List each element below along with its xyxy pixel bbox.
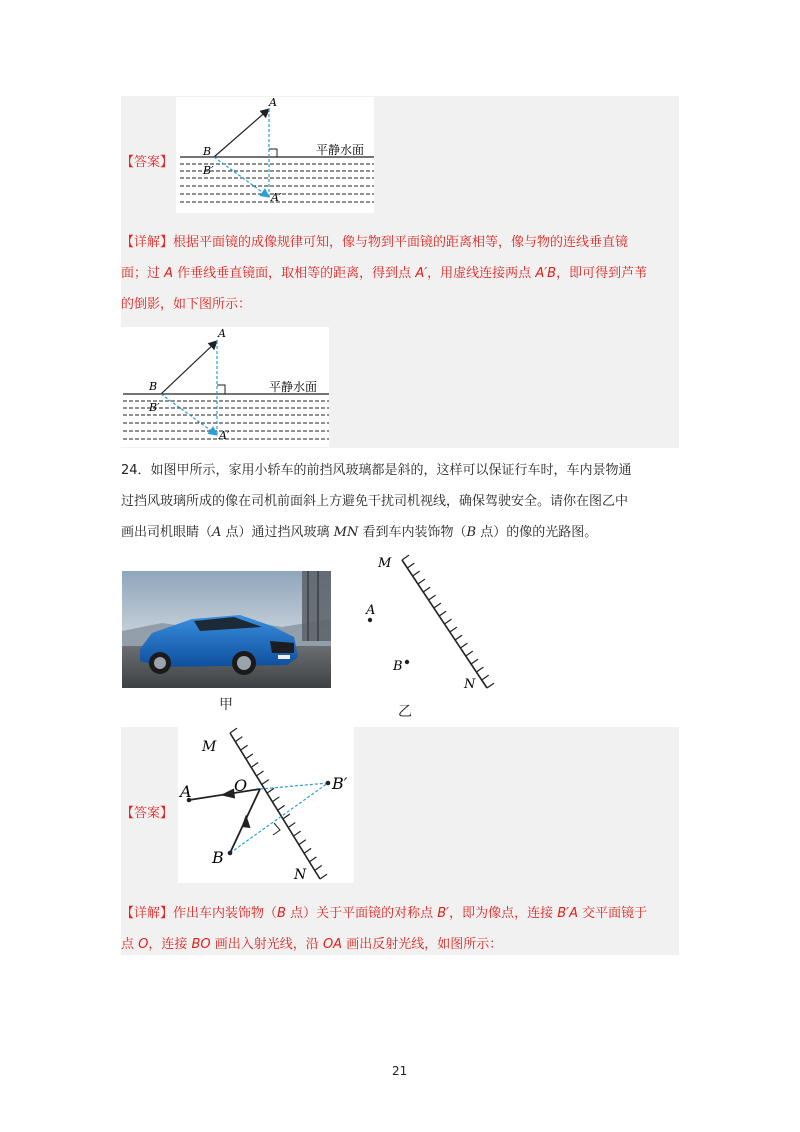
detail-tag-2: 【详解】: [121, 906, 174, 921]
detail2-line1a: 作出车内装饰物（: [173, 906, 278, 921]
q24-mirror-MN: MN: [333, 525, 359, 540]
hatch-mark: [246, 754, 253, 759]
hatch-mark: [402, 555, 409, 560]
label-O: O: [234, 776, 248, 795]
hatch-mark: [423, 587, 430, 592]
detail2-line2b: ，连接: [148, 937, 192, 952]
label-A-prime: A′: [271, 191, 282, 204]
detail2-segment-OA: OA: [322, 937, 343, 952]
detail-paragraph-1: [121, 227, 679, 320]
hatch-mark: [272, 797, 279, 802]
page-number: 21: [392, 1064, 408, 1078]
point-A: [368, 618, 372, 622]
hatch-mark: [309, 857, 316, 862]
detail2-line2a: 点: [121, 937, 139, 952]
hatch-mark: [230, 728, 237, 733]
label-A: A: [366, 603, 376, 618]
hatch-mark: [487, 683, 494, 688]
detail-figure-1: [121, 327, 329, 447]
hatch-mark: [267, 788, 274, 793]
detail2-line1d: 交平面镜于: [578, 906, 648, 921]
car-photo-illustration: [122, 571, 331, 688]
right-angle-mark: [273, 823, 280, 835]
light-path-diagram: [178, 727, 354, 883]
hatch-mark: [288, 823, 295, 828]
hatch-mark: [299, 840, 306, 845]
dashed-O-to-Bprime: [260, 783, 328, 789]
label-water-surface: 平静水面: [316, 143, 365, 157]
label-A: A: [218, 327, 226, 340]
detail-paragraph-2: [121, 898, 679, 960]
label-B-prime: B′: [149, 401, 160, 414]
detail2-line2d: 画出反射光线，如图所示：: [342, 937, 503, 952]
label-B: B: [149, 380, 158, 393]
hatch-mark: [278, 805, 285, 810]
label-B-prime: B′: [332, 774, 348, 793]
hatch-mark: [439, 611, 446, 616]
hatch-mark: [455, 635, 462, 640]
hatch-mark: [418, 579, 425, 584]
hatch-mark: [450, 627, 457, 632]
label-B: B: [212, 848, 224, 867]
label-N: N: [294, 867, 307, 883]
detail1-point-A: A: [164, 266, 174, 281]
caption-yi: 乙: [398, 704, 412, 720]
mirror-hatching: [402, 555, 494, 688]
answer-tag-1: 【答案】: [121, 155, 174, 170]
detail1-line1: 根据平面镜的成像规律可知，像与物到平面镜的距离相等，像与物的连线垂直镜: [173, 235, 629, 250]
hatch-mark: [251, 762, 258, 767]
detail1-line2c: ，用虚线连接两点: [427, 266, 536, 281]
hatch-mark: [241, 745, 248, 750]
label-A: A: [269, 97, 277, 109]
detail2-line1c: ，即为像点，连接: [449, 906, 558, 921]
question-24: [121, 455, 691, 548]
hatch-mark: [471, 659, 478, 664]
detail1-line3: 的倒影，如下图所示：: [121, 297, 252, 312]
reflection-diagram-2: [121, 327, 329, 447]
hatch-mark: [304, 848, 311, 853]
hatch-mark: [256, 771, 263, 776]
right-angle-mark: [269, 149, 277, 157]
detail-tag-1: 【详解】: [121, 235, 174, 250]
car-photo: [122, 571, 331, 688]
hatch-mark: [320, 874, 327, 879]
label-A-prime: A′: [219, 429, 230, 442]
detail2-line1b: 点）关于平面镜的对称点: [285, 906, 438, 921]
answer-tag-2: 【答案】: [121, 806, 174, 821]
label-N: N: [464, 677, 476, 692]
label-water-surface: 平静水面: [269, 380, 318, 394]
hatch-mark: [466, 651, 473, 656]
hatch-mark: [460, 643, 467, 648]
reflection-diagram-1: [176, 97, 374, 213]
answer-figure-2: [178, 727, 354, 883]
label-M: M: [202, 739, 217, 755]
label-B: B: [393, 659, 403, 674]
hatch-mark: [476, 667, 483, 672]
mirror-diagram-question: [360, 548, 500, 698]
hatch-mark: [262, 780, 269, 785]
detail1-segment-ApB: A′B: [535, 266, 557, 281]
right-angle-mark: [217, 385, 225, 394]
detail1-point-Aprime: A′: [415, 266, 428, 281]
hatch-mark: [413, 571, 420, 576]
label-B-prime: B′: [203, 164, 214, 177]
label-M: M: [378, 556, 392, 571]
point-B: [228, 851, 233, 856]
mirror-line: [230, 733, 320, 879]
detail2-point-Bprime: B′: [437, 906, 450, 921]
incident-arrowhead: [242, 816, 250, 828]
q24-line3b: 点）通过挡风玻璃: [221, 525, 334, 540]
reed-arrow: [214, 109, 269, 157]
answer-figure-1: [176, 97, 374, 213]
hatch-mark: [434, 603, 441, 608]
detail2-point-B: B: [277, 906, 286, 921]
point-B-prime: [326, 781, 331, 786]
q24-point-A: A: [212, 525, 222, 540]
reed-arrow: [161, 341, 217, 394]
point-B: [405, 660, 409, 664]
label-B: B: [203, 145, 212, 158]
detail1-line2d: ，即可得到芦苇: [556, 266, 648, 281]
detail2-line2c: 画出入射光线，沿: [210, 937, 323, 952]
detail1-line2a: 面；过: [121, 266, 165, 281]
detail2-point-O: O: [138, 937, 149, 952]
q24-line3d: 点）的像的光路图。: [476, 525, 598, 540]
hatch-mark: [445, 619, 452, 624]
q24-line3a: 画出司机眼睛（: [121, 525, 213, 540]
hatch-mark: [482, 675, 489, 680]
image-dashed: [214, 157, 269, 197]
hatch-mark: [429, 595, 436, 600]
caption-jia: 甲: [219, 697, 233, 713]
detail2-segment-BpA: B′A: [557, 906, 578, 921]
hatch-mark: [235, 737, 242, 742]
detail1-line2b: 作垂线垂直镜面，取相等的距离，得到点: [173, 266, 416, 281]
hatch-mark: [407, 563, 414, 568]
q24-point-B: B: [466, 525, 477, 540]
hatch-mark: [315, 866, 322, 871]
q24-line1: 24．如图甲所示，家用小轿车的前挡风玻璃都是斜的，这样可以保证行车时，车内景物通: [121, 463, 632, 478]
hatch-mark: [294, 831, 301, 836]
detail2-segment-BO: BO: [191, 937, 211, 952]
q24-line2: 过挡风玻璃所成的像在司机前面斜上方避免干扰司机视线，确保驾驶安全。请你在图乙中: [121, 494, 629, 509]
q24-line3c: 看到车内装饰物（: [358, 525, 467, 540]
label-A: A: [180, 782, 192, 801]
figure-yi: [360, 548, 500, 698]
mirror-hatching: [230, 728, 327, 879]
